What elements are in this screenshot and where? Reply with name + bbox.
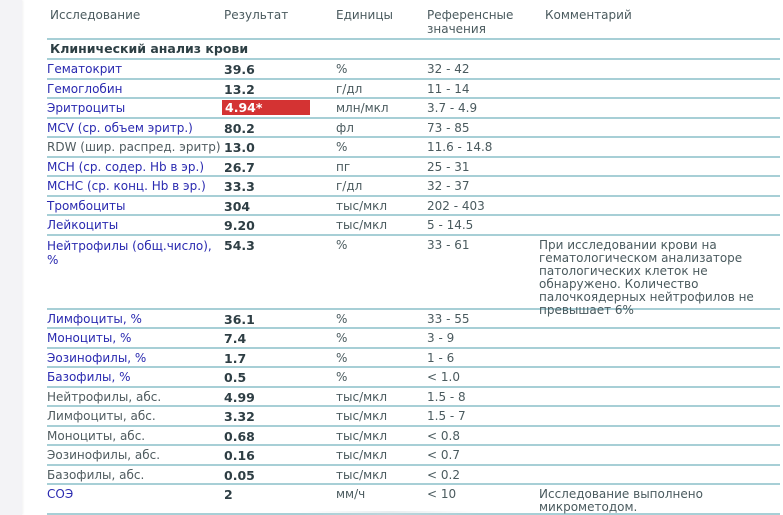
- header-reference-line2: значения: [427, 22, 486, 36]
- result-value: 3.32: [224, 409, 255, 424]
- units: тыс/мкл: [336, 409, 388, 423]
- table-row: [47, 466, 780, 486]
- test-name: Эозинофилы, абс.: [47, 448, 161, 462]
- result-value: 0.68: [224, 428, 255, 444]
- test-name-link[interactable]: Эритроциты: [47, 101, 126, 115]
- reference-range: 3 - 9: [427, 331, 455, 345]
- units: %: [336, 331, 348, 345]
- units: млн/мкл: [336, 101, 389, 115]
- section-title: Клинический анализ крови: [47, 40, 780, 60]
- test-name-link[interactable]: MCH (ср. содер. Hb в эр.): [47, 159, 205, 174]
- result-value: 0.16: [224, 448, 255, 463]
- header-units: Единицы: [336, 8, 393, 22]
- reference-range: < 0.7: [427, 448, 460, 462]
- result-value: 2: [224, 487, 233, 502]
- bottom-fade: [300, 511, 480, 515]
- table-header: [47, 0, 780, 40]
- table-row: [47, 388, 780, 408]
- header-reference: [427, 8, 513, 36]
- reference-range: 3.7 - 4.9: [427, 101, 478, 115]
- reference-range: < 0.2: [427, 467, 460, 482]
- reference-range: 1.5 - 7: [427, 409, 466, 423]
- test-name: RDW (шир. распред. эритр): [47, 140, 221, 154]
- test-name: Моноциты, абс.: [47, 428, 146, 443]
- header-result: Результат: [224, 8, 289, 22]
- table-row: [47, 407, 780, 427]
- comment: Исследование выполнено микрометодом.: [539, 487, 703, 514]
- table-row: [47, 310, 780, 330]
- result-value: 13.2: [224, 81, 255, 97]
- units: %: [336, 370, 348, 384]
- reference-range: 25 - 31: [427, 159, 470, 174]
- reference-range: 33 - 55: [427, 311, 470, 326]
- table-row: [47, 427, 780, 447]
- units: тыс/мкл: [336, 389, 388, 404]
- result-value: 0.05: [224, 467, 255, 483]
- units: г/дл: [336, 179, 363, 193]
- result-value: 54.3: [224, 237, 255, 253]
- reference-range: 33 - 61: [427, 237, 470, 252]
- test-name: Базофилы, абс.: [47, 467, 145, 482]
- header-test: Исследование: [50, 8, 141, 22]
- reference-range: < 1.0: [427, 370, 460, 384]
- test-name: Нейтрофилы, абс.: [47, 389, 162, 404]
- reference-range: < 10: [427, 487, 457, 501]
- units: мм/ч: [336, 487, 366, 501]
- units: тыс/мкл: [336, 428, 388, 443]
- test-name-link[interactable]: Моноциты, %: [47, 331, 132, 345]
- table-row: [47, 60, 780, 80]
- left-margin-strip: [0, 0, 22, 515]
- test-name-link[interactable]: Лейкоциты: [47, 218, 119, 232]
- table-row: [47, 349, 780, 369]
- header-reference-line1: Референсные: [427, 8, 514, 22]
- table-row: [47, 158, 780, 178]
- units: %: [336, 62, 348, 76]
- test-name-link[interactable]: СОЭ: [47, 487, 74, 501]
- result-value: 33.3: [224, 179, 255, 194]
- reference-range: 11 - 14: [427, 81, 470, 96]
- units: г/дл: [336, 81, 363, 96]
- result-value-flagged: 4.94*: [222, 100, 310, 115]
- test-name-link[interactable]: Тромбоциты: [47, 198, 126, 213]
- test-name-link[interactable]: Нейтрофилы (общ.число), %: [47, 238, 212, 267]
- result-value: 9.20: [224, 218, 255, 233]
- reference-range: 1 - 6: [427, 350, 455, 365]
- result-value: 13.0: [224, 140, 255, 155]
- table-row: [47, 138, 780, 158]
- test-name-link[interactable]: Базофилы, %: [47, 370, 131, 384]
- table-row: [47, 119, 780, 139]
- test-name-link[interactable]: MCV (ср. объем эритр.): [47, 120, 193, 135]
- table-row: [47, 80, 780, 100]
- result-value: 36.1: [224, 311, 255, 327]
- units: пг: [336, 159, 351, 174]
- table-row: [47, 177, 780, 197]
- reference-range: 73 - 85: [427, 120, 470, 135]
- table-row: [47, 236, 780, 317]
- reference-range: 202 - 403: [427, 198, 485, 213]
- results-rows: [47, 60, 780, 515]
- test-name-link[interactable]: Лимфоциты, %: [47, 311, 142, 326]
- table-row: [47, 99, 780, 119]
- result-value: 0.5: [224, 370, 247, 385]
- units: тыс/мкл: [336, 467, 388, 482]
- units: %: [336, 311, 348, 326]
- units: тыс/мкл: [336, 218, 388, 232]
- result-value: 80.2: [224, 120, 255, 136]
- test-name-link[interactable]: Эозинофилы, %: [47, 350, 147, 365]
- reference-range: 1.5 - 8: [427, 389, 466, 404]
- result-value: 26.7: [224, 159, 255, 175]
- result-value: 1.7: [224, 350, 247, 366]
- units: %: [336, 140, 348, 154]
- table-row: [47, 368, 780, 388]
- lab-results-table: [47, 0, 780, 515]
- test-name: Лимфоциты, абс.: [47, 409, 156, 423]
- units: %: [336, 350, 348, 365]
- table-row: [47, 329, 780, 349]
- units: тыс/мкл: [336, 448, 388, 462]
- units: тыс/мкл: [336, 198, 388, 213]
- reference-range: 32 - 37: [427, 179, 470, 193]
- table-row: [47, 446, 780, 466]
- test-name-link[interactable]: MCHC (ср. конц. Hb в эр.): [47, 179, 206, 193]
- units: %: [336, 237, 348, 252]
- reference-range: < 0.8: [427, 428, 460, 443]
- test-name-link[interactable]: Гемоглобин: [47, 81, 123, 96]
- test-name-link[interactable]: Гематокрит: [47, 62, 123, 76]
- units: фл: [336, 120, 354, 135]
- result-value: 304: [224, 198, 251, 214]
- table-row: [47, 216, 780, 236]
- comment: При исследовании крови на гематологическом анализаторе патологических клеток не обнаружено. Количество палочкоядерных нейтрофилов не превышает 6%: [539, 237, 754, 317]
- result-value: 4.99: [224, 389, 255, 405]
- reference-range: 32 - 42: [427, 62, 470, 76]
- reference-range: 5 - 14.5: [427, 218, 474, 232]
- result-value: 39.6: [224, 62, 255, 77]
- table-row: [47, 197, 780, 217]
- result-value: 7.4: [224, 331, 247, 346]
- reference-range: 11.6 - 14.8: [427, 140, 493, 154]
- header-comment: Комментарий: [545, 8, 632, 22]
